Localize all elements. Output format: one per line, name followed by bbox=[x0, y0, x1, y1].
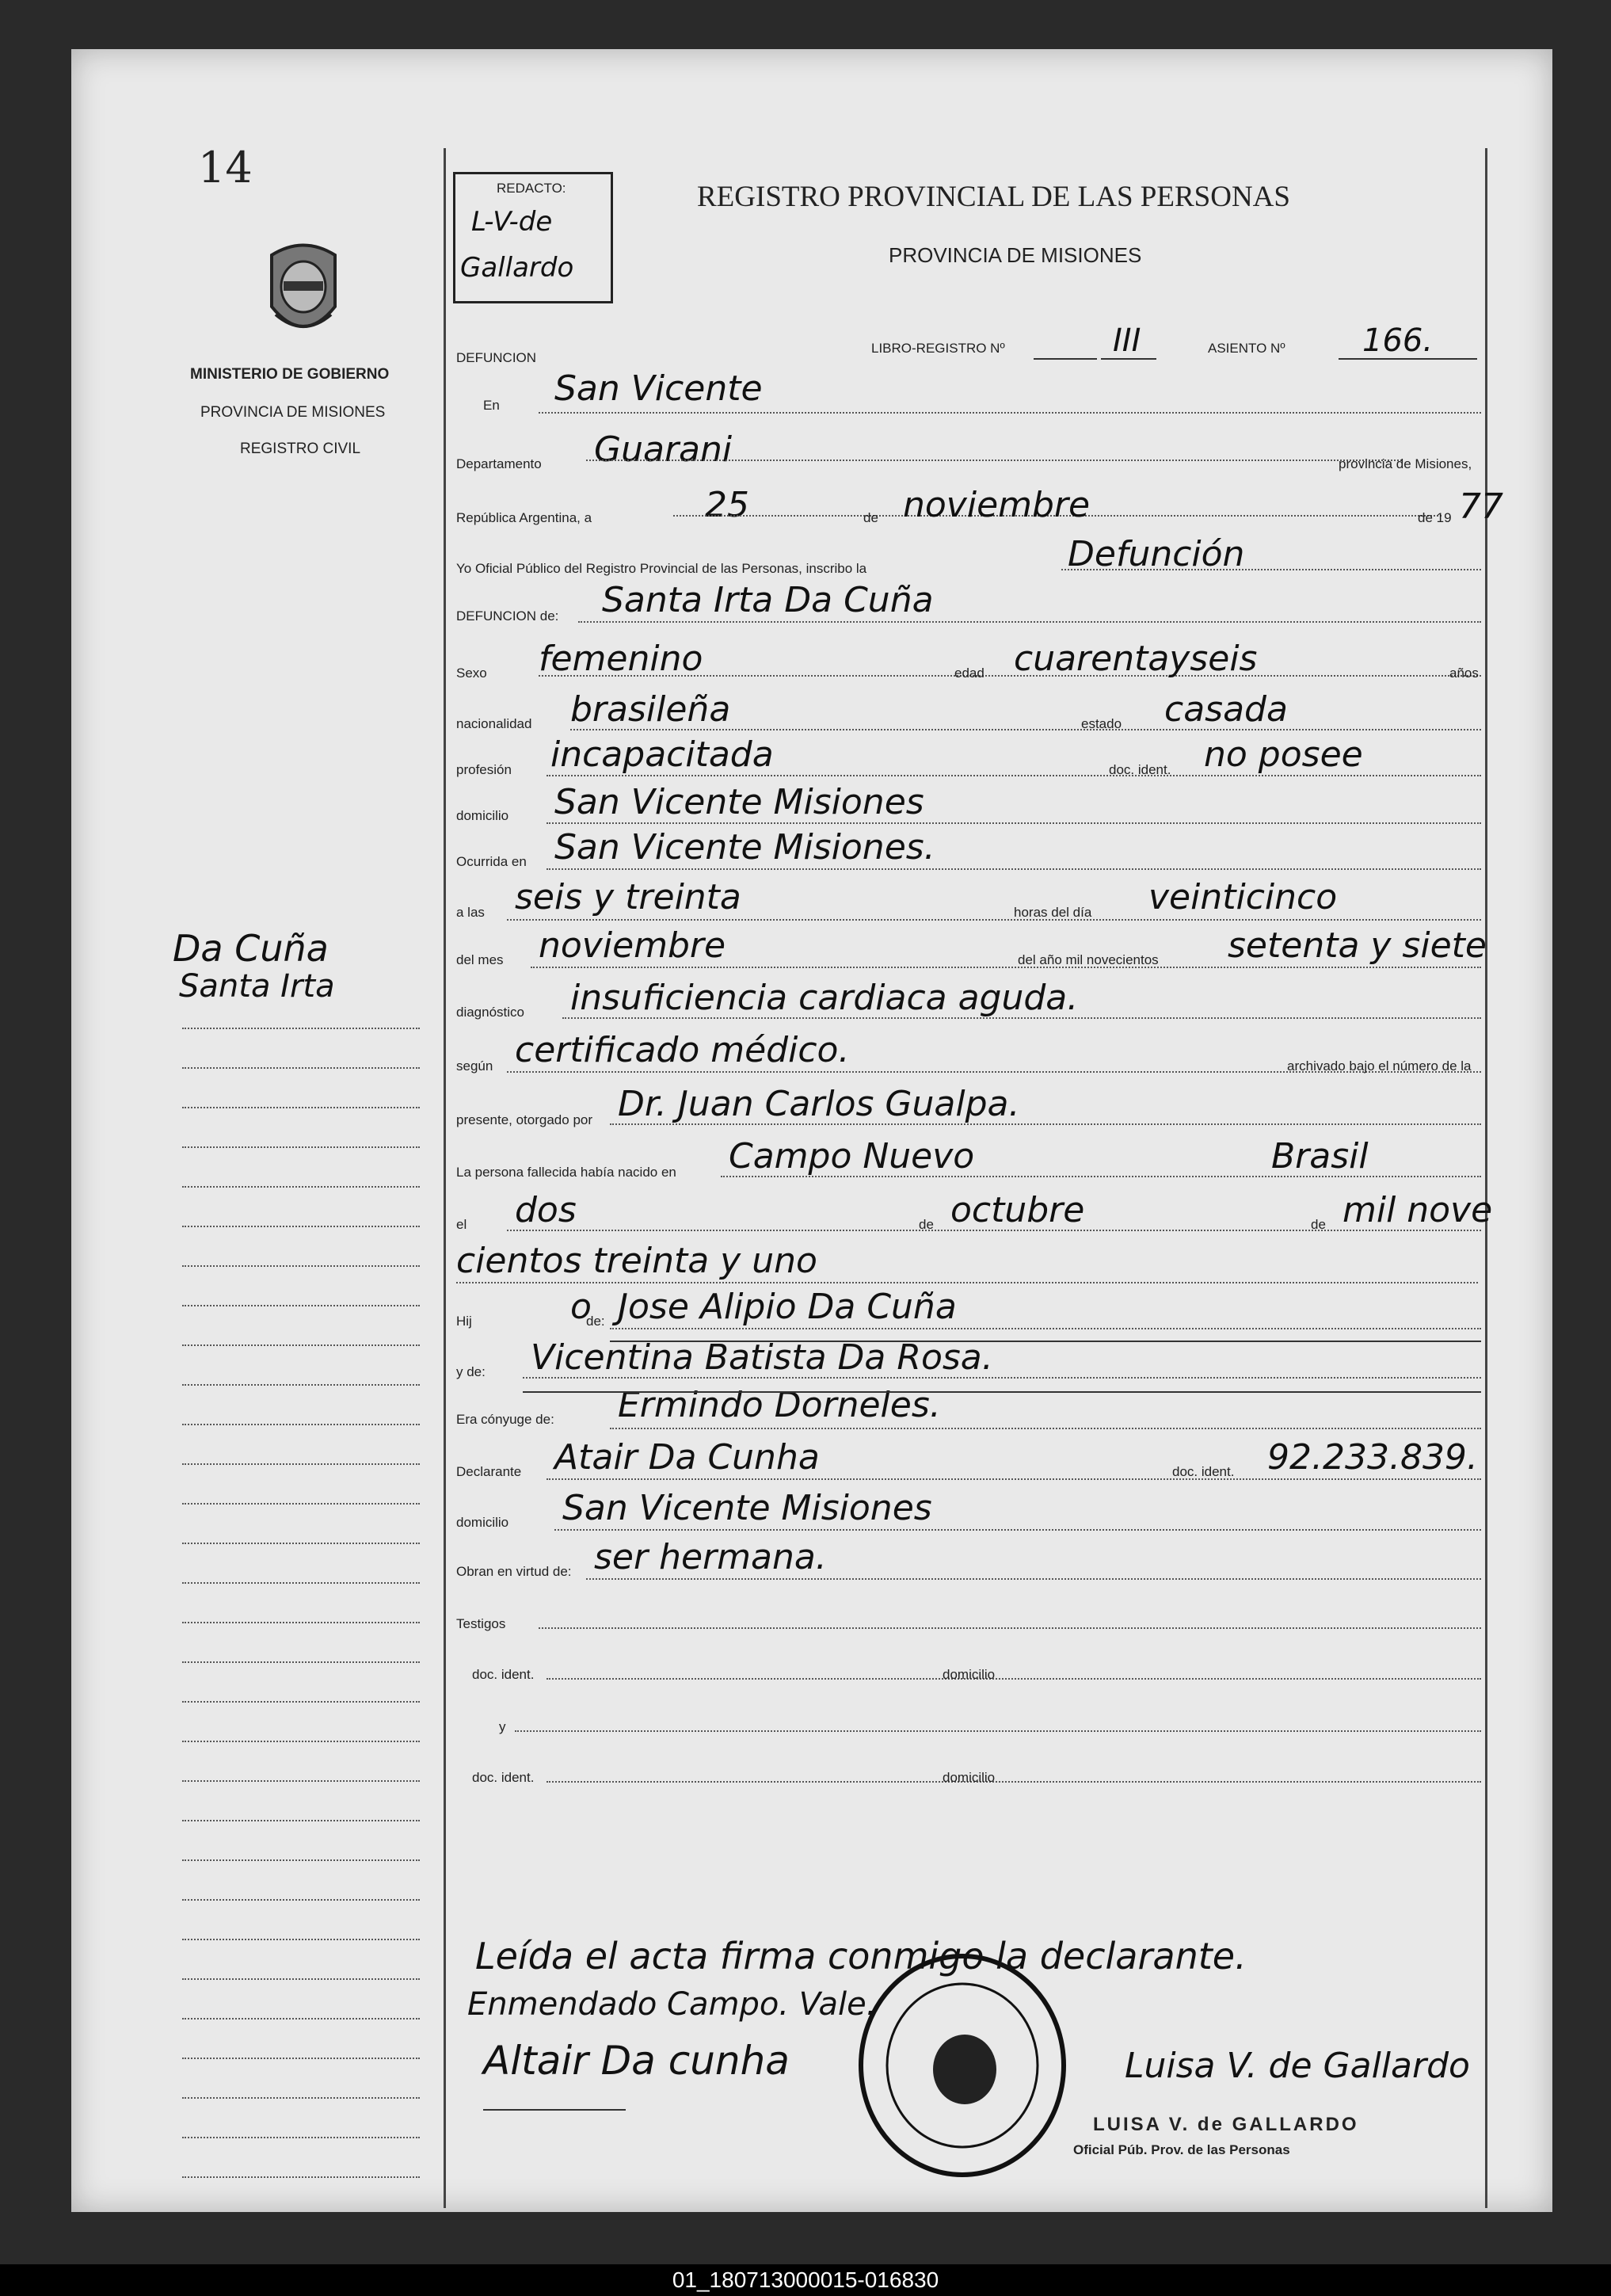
entry-line bbox=[539, 1627, 1481, 1629]
registro-civil-label: REGISTRO CIVIL bbox=[240, 441, 361, 457]
declarante-label: Declarante bbox=[456, 1464, 522, 1479]
year-label: de 19 bbox=[1418, 510, 1452, 525]
margin-line bbox=[182, 1661, 420, 1663]
margin-line bbox=[182, 1265, 420, 1267]
segun-label: según bbox=[456, 1058, 493, 1074]
entry-line bbox=[547, 1678, 1481, 1680]
margin-line bbox=[182, 1384, 420, 1386]
asiento-value: 166. bbox=[1362, 322, 1434, 359]
el-day-value: dos bbox=[515, 1190, 577, 1230]
margin-line bbox=[182, 1028, 420, 1029]
margin-line bbox=[182, 1582, 420, 1584]
el-month-value: octubre bbox=[950, 1190, 1085, 1230]
margin-line bbox=[182, 1463, 420, 1465]
profesion-label: profesión bbox=[456, 762, 512, 777]
asiento-line bbox=[1339, 358, 1477, 360]
estado-label: estado bbox=[1081, 716, 1122, 731]
nacido-label: La persona fallecida había nacido en bbox=[456, 1165, 676, 1180]
declarante-dom-value: San Vicente Misiones bbox=[562, 1488, 932, 1528]
right-frame-line bbox=[1485, 148, 1487, 2208]
del-mes-value: noviembre bbox=[539, 925, 726, 966]
month-value: noviembre bbox=[903, 485, 1091, 525]
margin-line bbox=[182, 2176, 420, 2178]
ano-label: del año mil novecientos bbox=[1018, 952, 1159, 967]
entry-line bbox=[562, 1017, 1481, 1019]
ano-value: setenta y siete bbox=[1228, 925, 1487, 966]
register-title: REGISTRO PROVINCIAL DE LAS PERSONAS bbox=[697, 181, 1290, 213]
el-year-value: mil nove bbox=[1342, 1190, 1493, 1230]
el-de2-label: de bbox=[1311, 1217, 1326, 1232]
y-de-label: y de: bbox=[456, 1364, 486, 1379]
archivado-label: archivado bajo el número de la bbox=[1287, 1058, 1472, 1074]
margin-line bbox=[182, 1186, 420, 1188]
obran-value: ser hermana. bbox=[594, 1537, 827, 1577]
entry-line bbox=[610, 1328, 1481, 1329]
emendation-text: Enmendado Campo. Vale. bbox=[467, 1986, 877, 2023]
t-y-label: y bbox=[499, 1719, 506, 1734]
entry-line bbox=[539, 675, 1481, 677]
nacido-value-2: Brasil bbox=[1271, 1136, 1369, 1177]
departamento-label: Departamento bbox=[456, 456, 542, 471]
margin-name-given: Santa Irta bbox=[179, 968, 335, 1005]
en-label: En bbox=[483, 398, 500, 413]
margin-line bbox=[182, 1503, 420, 1505]
a-las-value: seis y treinta bbox=[515, 877, 741, 917]
entry-line bbox=[547, 775, 1481, 776]
entry-line bbox=[570, 729, 1481, 730]
nacionalidad-value: brasileña bbox=[570, 689, 731, 730]
margin-line bbox=[182, 1226, 420, 1227]
signature-line bbox=[483, 2109, 626, 2111]
redacto-box bbox=[453, 172, 613, 303]
sexo-value: femenino bbox=[539, 639, 703, 679]
year-value: 77 bbox=[1459, 486, 1503, 527]
sexo-label: Sexo bbox=[456, 666, 487, 681]
defuncion-de-label: DEFUNCION de: bbox=[456, 608, 559, 624]
de-label: de bbox=[863, 510, 878, 525]
margin-line bbox=[182, 1899, 420, 1901]
coat-of-arms-icon bbox=[260, 235, 347, 346]
oficial-label: Yo Oficial Público del Registro Provincial de las Personas, inscribo la bbox=[456, 561, 867, 576]
margin-line bbox=[182, 1344, 420, 1346]
margin-line bbox=[182, 1305, 420, 1306]
domicilio-label: domicilio bbox=[456, 808, 509, 823]
redacto-label: REDACTO: bbox=[497, 181, 566, 196]
obran-label: Obran en virtud de: bbox=[456, 1564, 572, 1579]
oficial-value: Defunción bbox=[1068, 534, 1245, 574]
hij-suffix: o bbox=[570, 1287, 592, 1327]
entry-line bbox=[578, 621, 1481, 623]
ministerio-label: MINISTERIO DE GOBIERNO bbox=[190, 366, 390, 383]
el-de-label: de bbox=[919, 1217, 934, 1232]
margin-line bbox=[182, 2058, 420, 2059]
parent-underline bbox=[523, 1391, 1481, 1393]
defuncion-de-value: Santa Irta Da Cuña bbox=[602, 580, 934, 620]
margin-line bbox=[182, 2137, 420, 2138]
official-stamp-name: LUISA V. de GALLARDO bbox=[1093, 2114, 1359, 2135]
entry-line bbox=[515, 1730, 1481, 1732]
a-las-label: a las bbox=[456, 905, 485, 920]
entry-line bbox=[523, 1377, 1481, 1379]
margin-line bbox=[182, 1543, 420, 1544]
t2-dom-label: domicilio bbox=[943, 1770, 996, 1785]
defuncion-type-label: DEFUNCION bbox=[456, 350, 537, 365]
en-value: San Vicente bbox=[554, 368, 763, 409]
departamento-value: Guarani bbox=[594, 429, 733, 470]
hij-label: Hij bbox=[456, 1314, 472, 1329]
margin-line bbox=[182, 1820, 420, 1821]
margin-line bbox=[182, 1067, 420, 1069]
margin-line bbox=[182, 1859, 420, 1861]
libro-label: LIBRO-REGISTRO Nº bbox=[871, 341, 1005, 356]
anos-label: años bbox=[1449, 666, 1479, 681]
entry-line bbox=[539, 412, 1481, 414]
margin-line bbox=[182, 1780, 420, 1782]
presente-value: Dr. Juan Carlos Gualpa. bbox=[618, 1084, 1020, 1124]
entry-line bbox=[456, 1282, 1478, 1283]
entry-line bbox=[547, 868, 1481, 870]
segun-value: certificado médico. bbox=[515, 1030, 850, 1070]
t2-doc-label: doc. ident. bbox=[472, 1770, 535, 1785]
entry-line bbox=[547, 1478, 1481, 1480]
edad-label: edad bbox=[954, 666, 984, 681]
horas-label: horas del día bbox=[1014, 905, 1092, 920]
asiento-label: ASIENTO Nº bbox=[1208, 341, 1285, 356]
domicilio-value: San Vicente Misiones bbox=[554, 782, 924, 822]
entry-line bbox=[586, 460, 1402, 461]
declarant-signature: Altair Da cunha bbox=[483, 2038, 790, 2084]
margin-line bbox=[182, 1146, 420, 1148]
del-mes-label: del mes bbox=[456, 952, 504, 967]
edad-value: cuarentayseis bbox=[1014, 639, 1258, 679]
entry-line bbox=[610, 1123, 1481, 1125]
testigos-label: Testigos bbox=[456, 1616, 506, 1631]
republica-label: República Argentina, a bbox=[456, 510, 592, 525]
libro-line bbox=[1034, 358, 1097, 360]
madre-value: Vicentina Batista Da Rosa. bbox=[531, 1337, 993, 1378]
provincia-label: PROVINCIA DE MISIONES bbox=[200, 404, 386, 421]
margin-line bbox=[182, 2097, 420, 2099]
provincia-suffix: provincia de Misiones, bbox=[1339, 456, 1472, 471]
image-id-footer: 01_180713000015-016830 bbox=[0, 2264, 1611, 2296]
entry-line bbox=[547, 1781, 1481, 1783]
nacido-value: Campo Nuevo bbox=[729, 1136, 975, 1177]
entry-line bbox=[507, 919, 1481, 921]
libro-line-2 bbox=[1101, 358, 1156, 360]
ocurrida-label: Ocurrida en bbox=[456, 854, 527, 869]
doc-ident-value: no posee bbox=[1204, 734, 1363, 775]
conyuge-label: Era cónyuge de: bbox=[456, 1412, 554, 1427]
t-dom-label: domicilio bbox=[943, 1667, 996, 1682]
official-signature: Luisa V. de Gallardo bbox=[1125, 2046, 1470, 2086]
closing-text: Leída el acta firma conmigo la declarante. bbox=[475, 1935, 1247, 1978]
doc-ident-label: doc. ident. bbox=[1109, 762, 1171, 777]
estado-value: casada bbox=[1164, 689, 1288, 730]
entry-line bbox=[531, 967, 1481, 968]
t-doc-label: doc. ident. bbox=[472, 1667, 535, 1682]
register-page bbox=[71, 49, 1552, 2212]
entry-line bbox=[554, 1529, 1481, 1531]
profesion-value: incapacitada bbox=[550, 734, 774, 775]
margin-line bbox=[182, 1939, 420, 1940]
margin-line bbox=[182, 1424, 420, 1425]
declarante-dom-label: domicilio bbox=[456, 1515, 509, 1530]
margin-line bbox=[182, 1107, 420, 1108]
hij-de-label: de: bbox=[586, 1314, 605, 1329]
margin-line bbox=[182, 1701, 420, 1703]
entry-line bbox=[1061, 569, 1481, 570]
diagnostico-label: diagnóstico bbox=[456, 1005, 525, 1020]
horas-value: veinticinco bbox=[1148, 877, 1338, 917]
margin-line bbox=[182, 2018, 420, 2019]
libro-value: III bbox=[1113, 322, 1141, 359]
diagnostico-value: insuficiencia cardiaca aguda. bbox=[570, 978, 1079, 1018]
margin-line bbox=[182, 1978, 420, 1980]
declarante-doc-value: 92.233.839. bbox=[1267, 1437, 1478, 1478]
page-number: 14 bbox=[198, 143, 253, 193]
padre-value: Jose Alipio Da Cuña bbox=[618, 1287, 957, 1327]
left-frame-line bbox=[444, 148, 446, 2208]
declarante-value: Atair Da Cunha bbox=[554, 1437, 820, 1478]
el-label: el bbox=[456, 1217, 467, 1232]
declarante-doc-label: doc. ident. bbox=[1172, 1464, 1235, 1479]
redacto-value-1: L-V-de bbox=[471, 206, 553, 238]
entry-line bbox=[586, 1578, 1481, 1580]
margin-line bbox=[182, 1622, 420, 1623]
year-cont-value: cientos treinta y uno bbox=[456, 1241, 817, 1281]
conyuge-value: Ermindo Dorneles. bbox=[618, 1385, 941, 1425]
ocurrida-value: San Vicente Misiones. bbox=[554, 827, 935, 868]
presente-label: presente, otorgado por bbox=[456, 1112, 593, 1127]
margin-line bbox=[182, 1741, 420, 1742]
official-stamp-title: Oficial Púb. Prov. de las Personas bbox=[1073, 2142, 1290, 2157]
day-value: 25 bbox=[705, 485, 749, 525]
redacto-value-2: Gallardo bbox=[460, 252, 574, 284]
parent-underline bbox=[610, 1341, 1481, 1342]
entry-line bbox=[610, 1428, 1481, 1429]
official-seal-icon bbox=[855, 1951, 1069, 2180]
margin-name-surname: Da Cuña bbox=[173, 927, 329, 970]
register-subtitle: PROVINCIA DE MISIONES bbox=[889, 243, 1142, 267]
entry-line bbox=[547, 822, 1481, 824]
nacionalidad-label: nacionalidad bbox=[456, 716, 532, 731]
